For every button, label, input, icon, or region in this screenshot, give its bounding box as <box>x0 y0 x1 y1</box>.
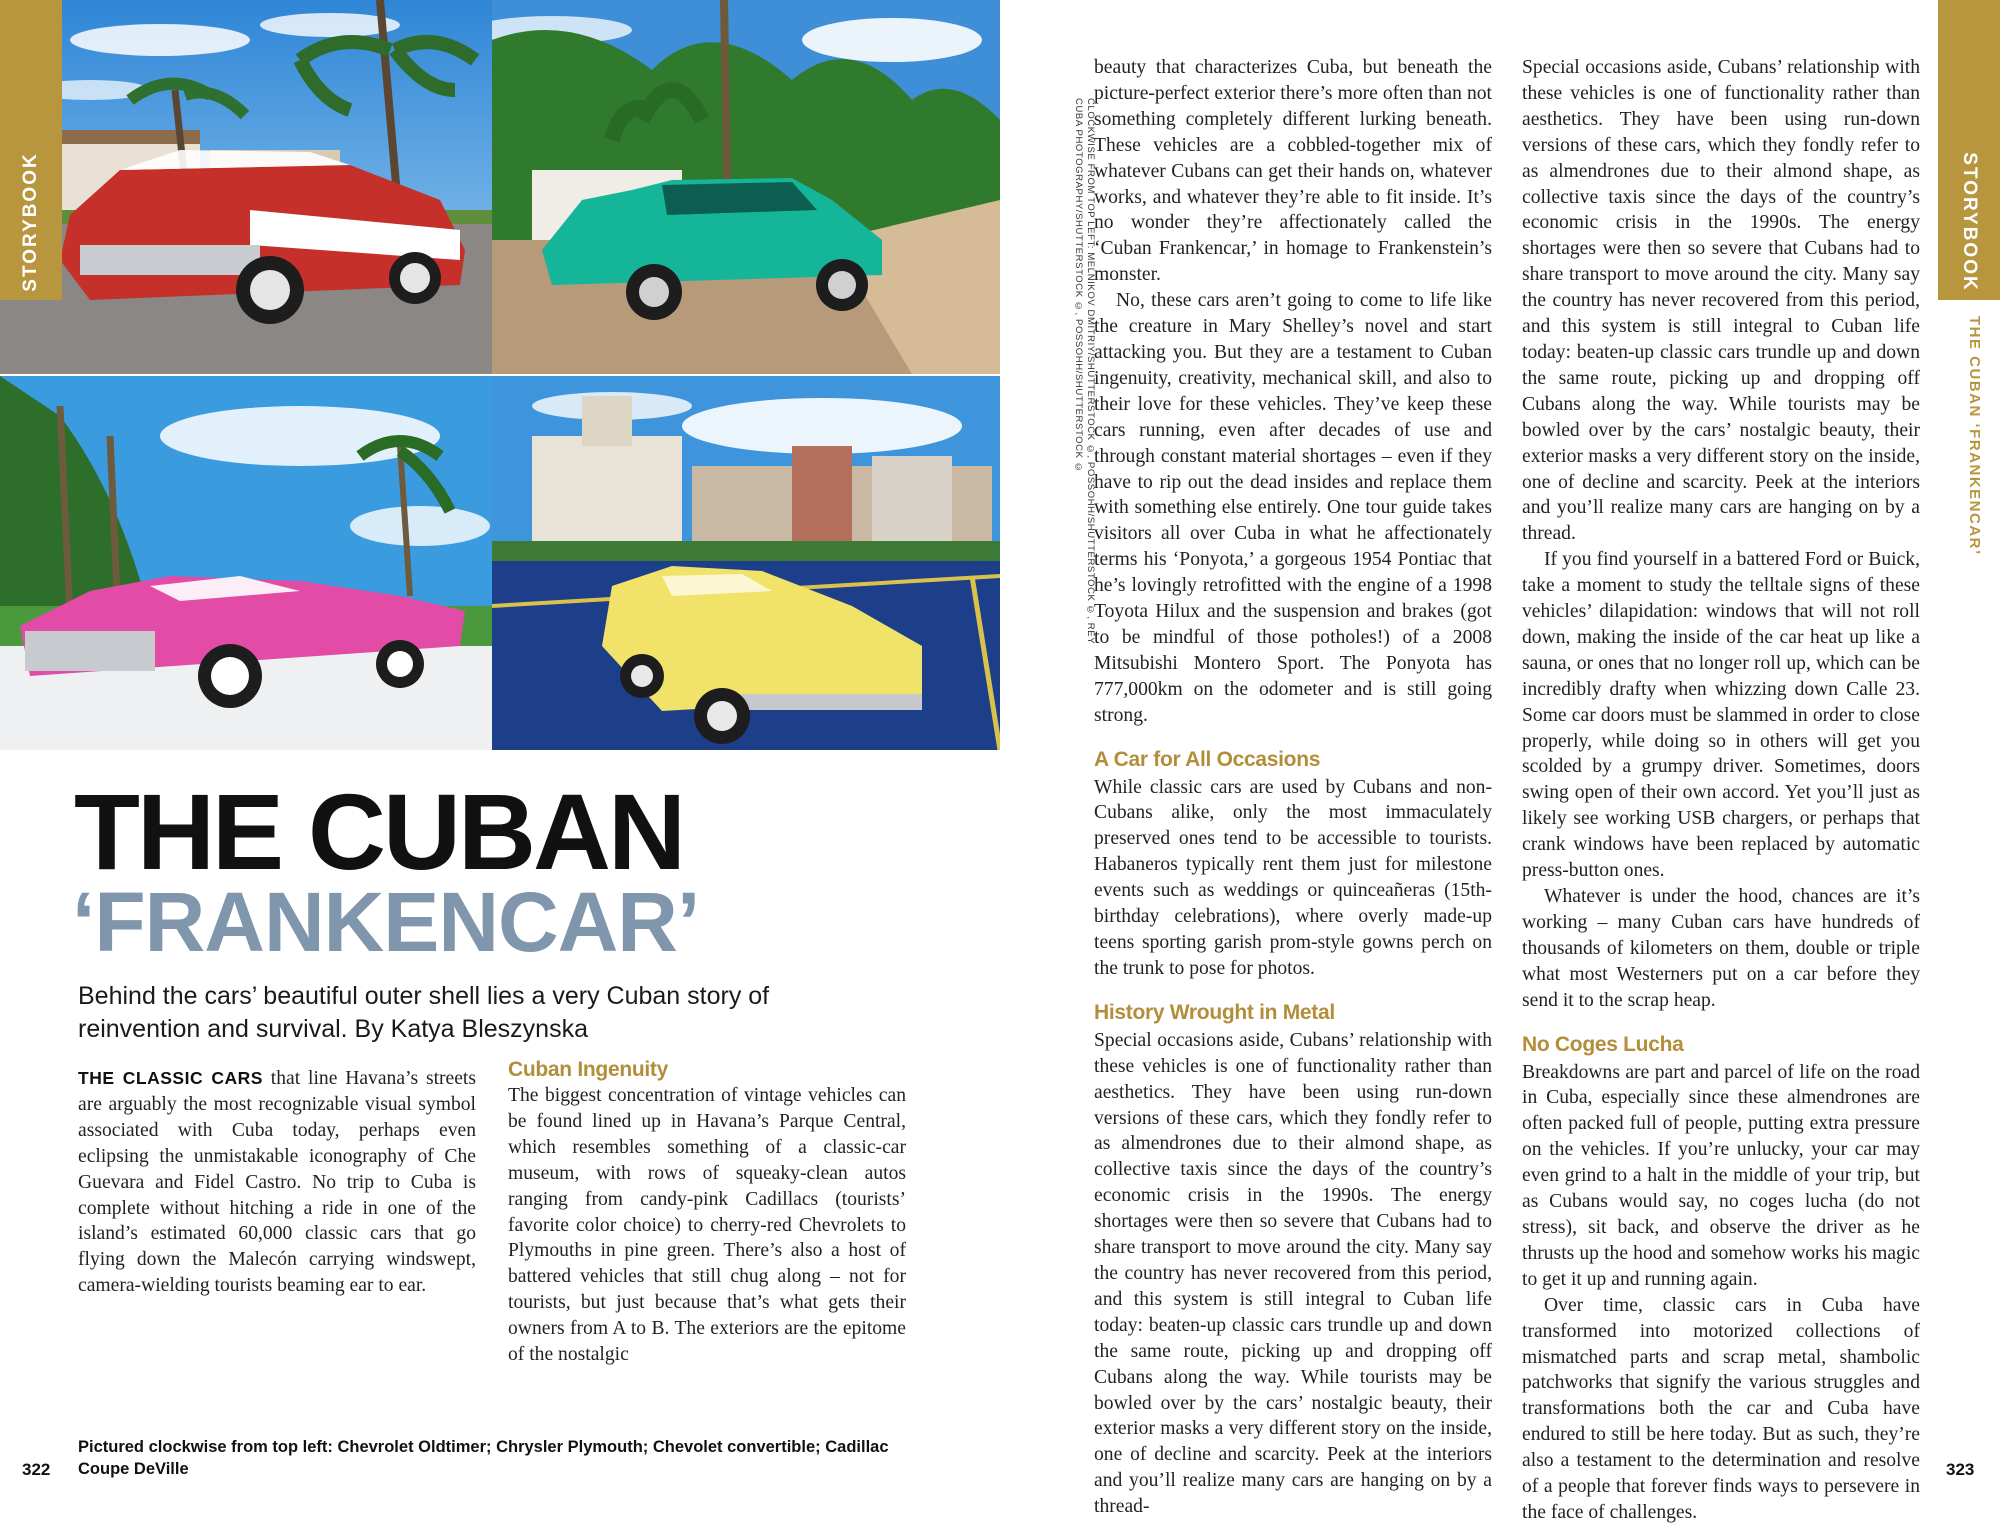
running-head: THE CUBAN ‘FRANKENCAR’ <box>1966 316 1983 556</box>
standfirst: Behind the cars’ beautiful outer shell lies a very Cuban story of reinvention and survival. By Katya Bleszynska <box>78 982 770 1043</box>
subhead-history-wrought-in-metal: History Wrought in Metal <box>1094 1000 1335 1024</box>
paragraph-history-part-2: Special occasions aside, Cubans’ relationship with these vehicles is one of functionality rather than aesthetics. They have been using run-down versions of these cars, which they fondly refer to as almendrones due to their almond shape, as collective taxis since the days of the country’s economic crisis in the 1990s. The energy shortages were then so severe that Cubans had to share transport to move around the city. Many say the country has never recovered from this period, and this system is still integral to Cuban life today: beaten-up classic cars trundle up and down the same route, picking up and dropping off Cubans along the way. While tourists may be bowled over by the cars’ nostalgic beauty, their exterior masks a very different story on the inside, one of decline and scarcity. Peek at the interiors and you’ll realize many cars are hanging on by a thread. <box>1522 57 1920 545</box>
right-tab-label: STORYBOOK <box>1959 152 1980 292</box>
red-chevrolet-photo <box>0 0 492 374</box>
left-tab-label: STORYBOOK <box>20 152 41 292</box>
column-3 <box>1094 55 1492 1520</box>
column-4 <box>1522 55 1920 1526</box>
column-2 <box>508 1057 906 1411</box>
subhead-car-for-all-occasions: A Car for All Occasions <box>1094 747 1321 771</box>
paragraph-ingenuity-part-2: beauty that characterizes Cuba, but beneath the picture-perfect exterior there’s more often than not something completely different lurking beneath. These vehicles are a cobbled-together mix of whatever Cubans can get their hands on, whatever works, and whatever they’re able to fit inside. It’s no wonder they’re affectionately called the ‘Cuban Frankencar,’ in homage to Frankenstein’s monster. <box>1094 57 1492 286</box>
green-plymouth-photo <box>492 0 1000 374</box>
page-number-left: 322 <box>22 1460 51 1479</box>
intro-paragraph: that line Havana’s streets are arguably the most recognizable visual symbol associated with Cuba today, perhaps even eclipsing the unmistakable iconography of Che Guevara and Fidel Castro. No trip to Cuba is complete without hitching a ride in one of the island’s estimated 60,000 classic cars that go flying down the Malecón carrying windswept, camera-wielding tourists beaming ear to ear. <box>78 1068 476 1297</box>
lead-caps: THE CLASSIC CARS <box>78 1068 263 1088</box>
column-1 <box>78 1066 476 1299</box>
photo-credit: CLOCKWISE FROM TOP LEFT: MELNIKOV DMITRIY/SHUTTERSTOCK ©, POSSOHH/SHUTTERSTOCK ©, REY CUBA PHOTOGRAPHY/SHUTTERSTOCK ©, POSSOHH/SHUTTERSTOCK © <box>1073 98 1096 644</box>
yellow-chevrolet-photo <box>492 376 1000 750</box>
headline-line-2: ‘FRANKENCAR’ <box>72 875 700 969</box>
paragraph-history-part-1: Special occasions aside, Cubans’ relationship with these vehicles is one of functionality rather than aesthetics. They have been using run-down versions of these cars, which they fondly refer to as almendrones due to their almond shape, as collective taxis since the days of the country’s economic crisis in the 1990s. The energy shortages were then so severe that Cubans had to share transport to move around the city. Many say the country has never recovered from this period, and this system is still integral to Cuban life today: beaten-up classic cars trundle up and down the same route, picking up and dropping off Cubans along the way. While tourists may be bowled over by the cars’ nostalgic beauty, their exterior masks a very different story on the inside, one of decline and scarcity. Peek at the interiors and you’ll realize many cars are hanging on by a thread- <box>1094 1029 1492 1518</box>
paragraph-battered-ford: If you find yourself in a battered Ford or Buick, take a moment to study the telltale signs of these vehicles’ dilapidation: windows that will not roll down, making the inside of the car heat up like a sauna, or ones that no longer roll up, which can be incredibly drafty when whizzing down Calle 23. Some car doors must be slammed in order to close properly, while doing so in others will get you scolded by a grumpy driver. Sometimes, doors swing open of their own accord. Yet you’ll just as likely see working USB chargers, or perhaps that crank windows have been replaced by automatic press-button ones. <box>1522 549 1920 882</box>
paragraph-under-the-hood: Whatever is under the hood, chances are it’s working – many Cuban cars have hundreds of thousands of kilometers on them, double or triple what most Westerners put on a car before they send it to the scrap heap. <box>1522 886 1920 1011</box>
paragraph-ingenuity-part-1: The biggest concentration of vintage vehicles can be found lined up in Havana’s Parque Central, which resembles something of a classic-car museum, with rows of squeaky-clean autos ranging from candy-pink Cadillacs (tourists’ favorite color choice) to cherry-red Chevrolets to Plymouths in pine green. There’s also a host of battered vehicles that still chug along – not for tourists, but just because that’s what gets their owners from A to B. The exteriors are the epitome of the nostalgic <box>508 1085 906 1366</box>
paragraph-occasions: While classic cars are used by Cubans and non-Cubans alike, only the most immaculately preserved ones tend to be accessible to tourists. Habaneros typically rent them just for milestone events such as weddings or quinceañeras (15th-birthday celebrations), where overly made-up teens sporting garish prom-style gowns perch on the trunk to pose for photos. <box>1094 776 1492 979</box>
left-storybook-tab <box>0 0 62 300</box>
photo-caption: Pictured clockwise from top left: Chevrolet Oldtimer; Chrysler Plymouth; Chevolet convertible; Cadillac Coupe DeVille <box>78 1438 889 1478</box>
subhead-cuban-ingenuity: Cuban Ingenuity <box>508 1058 668 1081</box>
subhead-no-coges-lucha: No Coges Lucha <box>1522 1032 1684 1056</box>
page-number-right: 323 <box>1946 1460 1975 1479</box>
pink-cadillac-photo <box>0 376 492 750</box>
paragraph-over-time: Over time, classic cars in Cuba have transformed into motorized collections of mismatched parts and scrap metal, shambolic patchworks that signify the various struggles and transformations both the car and Cuba have endured to still be here today. But as such, they’re also a testament to the determination and resolve of a people that forever finds ways to persevere in the face of challenges. <box>1522 1294 1920 1523</box>
right-storybook-tab <box>1938 0 2000 300</box>
paragraph-frankencar: No, these cars aren’t going to come to life like the creature in Mary Shelley’s novel and start attacking you. But they are a testament to Cuban ingenuity, creativity, mechanical skill, and also to their love for these vehicles. They’ve keep these cars running, even after decades of use and through constant material shortages – even if they have to rip out the dead insides and replace them with something else entirely. One tour guide takes visitors all over Cuba in what he affectionately terms his ‘Ponyota,’ a gorgeous 1954 Pontiac that he’s lovingly retrofitted with the engine of a 1998 Toyota Hilux and the suspension and brakes (got to be mindful of those potholes!) of a 2008 Mitsubishi Montero Sport. The Ponyota has 777,000km on the odometer and is still going strong. <box>1094 290 1492 726</box>
headline-line-1: THE CUBAN <box>74 771 683 892</box>
paragraph-breakdowns: Breakdowns are part and parcel of life on the road in Cuba, especially since these almendrones are often packed full of people, putting extra pressure on the vehicles. If you’re unlucky, your car may even grind to a halt in the middle of your trip, but as Cubans would say, no coges lucha (do not stress), sit back, and observe the driver as he thrusts up the hood and somehow works his magic to get it up and running again. <box>1522 1061 1920 1290</box>
